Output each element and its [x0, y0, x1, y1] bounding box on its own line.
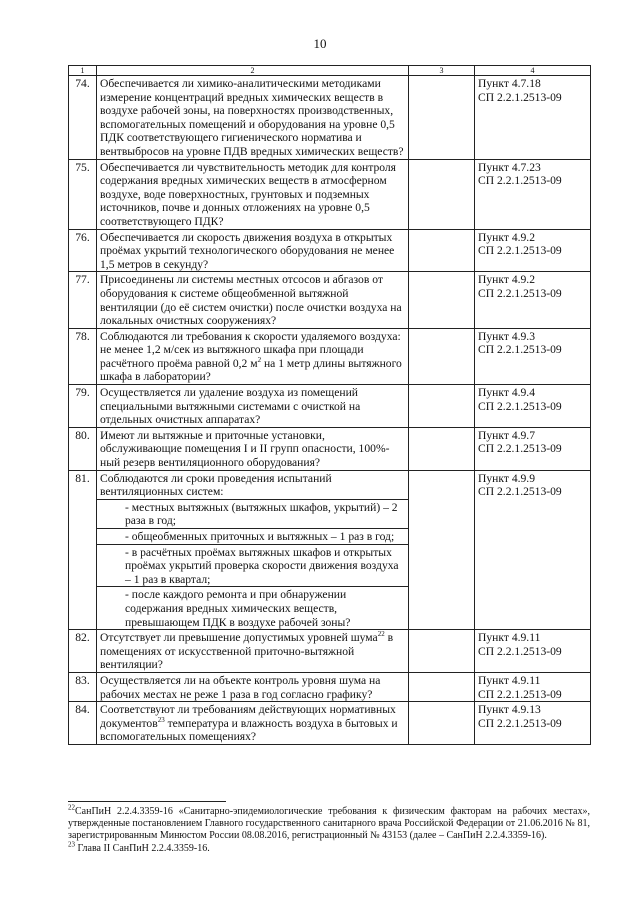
- row-question: Обеспечивается ли скорость движения воздуха в открытых проёмах укрытий технологического оборудования не менее 1,5 метров в секунду?: [97, 229, 409, 272]
- row-answer-cell: [409, 76, 475, 160]
- row-question: Обеспечивается ли чувствительность методик для контроля содержания вредных химических веществ в атмосферном воздухе, воде поверхностных, грунтовых и подземных источников, почве и донных отложениях на уровне 0,5 соответствующего ПДК?: [97, 159, 409, 229]
- footnote-ref: 23: [157, 715, 165, 724]
- table-row: [69, 328, 591, 384]
- reference-document: СП 2.2.1.2513-09: [478, 716, 562, 730]
- reference-document: СП 2.2.1.2513-09: [478, 485, 562, 499]
- reference-document: СП 2.2.1.2513-09: [478, 442, 562, 456]
- row-number: 78.: [69, 328, 97, 384]
- row-answer-cell: [409, 385, 475, 428]
- question-text-part: температура и влажность воздуха в бытовых и вспомогательных помещениях?: [100, 716, 398, 744]
- row-answer-cell: [409, 328, 475, 384]
- row-number: 74.: [69, 76, 97, 160]
- row-question: Присоединены ли системы местных отсосов и абгазов от оборудования к системе общеобменной вытяжной вентиляции (до её систем очистки) после очистки воздуха на локальных очистных сооружениях?: [97, 272, 409, 328]
- reference-document: СП 2.2.1.2513-09: [478, 343, 562, 357]
- row-answer-cell: [409, 272, 475, 328]
- reference-document: СП 2.2.1.2513-09: [478, 286, 562, 300]
- table-row: [69, 470, 591, 499]
- row-answer-cell: [409, 702, 475, 745]
- reference-clause: Пункт 4.9.2: [478, 230, 536, 244]
- row-question: [97, 702, 409, 745]
- row-number: 82.: [69, 630, 97, 673]
- row-question: Обеспечивается ли химико-аналитическими методиками измерение концентраций вредных химических веществ в воздухе рабочей зоны, на поверхностях производственных, вспомогательных помещений и оборудования на уровне 0,5 ПДК соответствующего гигиенического норматива и вентвыбросов на уровне ПДВ вредных химических веществ?: [97, 76, 409, 160]
- row-number: 77.: [69, 272, 97, 328]
- row-answer-cell: [409, 229, 475, 272]
- footnote-22: $^{22}$СанПиН 2.2.4.3359-16 «Санитарно-эпидемиологические требования к физическим факторам на рабочих местах», утвержденные постановлением Главного государственного санитарного врача Российской Федерации от 21.06.2016 № 81, зарегистрированным Минюстом России 08.08.2016, регистрационный № 43153 (далее – СанПиН 2.2.4.3359-16).: [68, 803, 590, 842]
- row-question: [97, 630, 409, 673]
- table-row: [69, 385, 591, 428]
- reference-document: СП 2.2.1.2513-09: [478, 174, 562, 188]
- header-col-2: 2: [97, 66, 409, 76]
- question-text-part: Отсутствует ли превышение допустимых уровней шума: [100, 631, 378, 645]
- row-number: 81.: [69, 470, 97, 630]
- reference-document: СП 2.2.1.2513-09: [478, 399, 562, 413]
- row-answer-cell: [409, 672, 475, 701]
- header-col-3: 3: [409, 66, 475, 76]
- question-text-part: на 1 метр длины вытяжного шкафа в лаборатории?: [100, 356, 402, 384]
- row-number: 76.: [69, 229, 97, 272]
- reference-document: СП 2.2.1.2513-09: [478, 244, 562, 258]
- row-number: 84.: [69, 702, 97, 745]
- row-reference: [475, 76, 591, 160]
- row-reference: [475, 385, 591, 428]
- reference-document: СП 2.2.1.2513-09: [478, 644, 562, 658]
- sub-item: - в расчётных проёмах вытяжных шкафов и открытых проёмах укрытий проверка скорости движения воздуха – 1 раз в квартал;: [97, 544, 409, 587]
- header-col-4: 4: [475, 66, 591, 76]
- row-question: Имеют ли вытяжные и приточные установки, обслуживающие помещения I и II групп опасности, 100%-ный резерв вентиляционного оборудования?: [97, 427, 409, 470]
- table-row: [69, 630, 591, 673]
- question-text-part: в помещениях от искусственной приточно-вытяжной вентиляции?: [100, 631, 394, 672]
- sub-item: - после каждого ремонта и при обнаружении содержания вредных химических веществ, превышающем ПДК в воздухе рабочей зоны?: [97, 587, 409, 630]
- row-question: Осуществляется ли удаление воздуха из помещений специальными вытяжными системами с очисткой на отдельных очистных аппаратах?: [97, 385, 409, 428]
- row-number: 80.: [69, 427, 97, 470]
- row-question: [97, 328, 409, 384]
- row-answer-cell: [409, 470, 475, 630]
- question-text-part: Соответствуют ли требованиям действующих нормативных документов: [100, 703, 396, 730]
- row-reference: [475, 427, 591, 470]
- question-text-part: Соблюдаются ли требования к скорости удаляемого воздуха: не менее 1,2 м/сек из вытяжного шкафа при площади расчётного проёма равной 0,2 м: [100, 329, 401, 370]
- row-answer-cell: [409, 630, 475, 673]
- row-reference: [475, 159, 591, 229]
- reference-clause: Пункт 4.9.9: [478, 471, 536, 485]
- footnote-separator: [68, 801, 226, 802]
- table-header-row: [69, 66, 591, 76]
- reference-document: СП 2.2.1.2513-09: [478, 687, 562, 701]
- reference-document: СП 2.2.1.2513-09: [478, 90, 562, 104]
- row-answer-cell: [409, 159, 475, 229]
- row-number: 75.: [69, 159, 97, 229]
- table-row: [69, 229, 591, 272]
- row-reference: [475, 470, 591, 630]
- page-number: 10: [313, 36, 327, 51]
- row-reference: [475, 702, 591, 745]
- table-row: [69, 672, 591, 701]
- footnote-ref: 22: [377, 630, 385, 639]
- row-question: Осуществляется ли на объекте контроль уровня шума на рабочих местах не реже 1 раза в год согласно графику?: [97, 672, 409, 701]
- reference-clause: Пункт 4.9.4: [478, 386, 536, 400]
- reference-clause: Пункт 4.7.18: [478, 77, 541, 90]
- table-row: [69, 76, 591, 160]
- row-number: 83.: [69, 672, 97, 701]
- table-row: [69, 159, 591, 229]
- reference-clause: Пункт 4.7.23: [478, 160, 541, 174]
- row-reference: [475, 630, 591, 673]
- row-reference: [475, 328, 591, 384]
- table-row: [69, 272, 591, 328]
- reference-clause: Пункт 4.9.3: [478, 329, 536, 343]
- row-answer-cell: [409, 427, 475, 470]
- reference-clause: Пункт 4.9.2: [478, 273, 536, 287]
- reference-clause: Пункт 4.9.11: [478, 631, 541, 645]
- table-row: [69, 702, 591, 745]
- checklist-table: [68, 65, 591, 745]
- row-reference: [475, 272, 591, 328]
- footnote-23: $^{23}$ Глава II СанПиН 2.2.4.3359-16.: [68, 840, 210, 854]
- reference-clause: Пункт 4.9.11: [478, 673, 541, 687]
- sub-item: - общеобменных приточных и вытяжных – 1 раз в год;: [97, 529, 409, 545]
- row-number: 79.: [69, 385, 97, 428]
- row-reference: [475, 672, 591, 701]
- sub-item: - местных вытяжных (вытяжных шкафов, укрытий) – 2 раза в год;: [97, 499, 409, 528]
- footnotes: [68, 803, 590, 855]
- footnote-ref: 2: [257, 356, 262, 365]
- header-col-1: 1: [69, 66, 97, 76]
- reference-clause: Пункт 4.9.7: [478, 428, 536, 442]
- table-row: [69, 427, 591, 470]
- row-reference: [475, 229, 591, 272]
- row-question: Соблюдаются ли сроки проведения испытаний вентиляционных систем:: [97, 470, 409, 499]
- reference-clause: Пункт 4.9.13: [478, 703, 541, 717]
